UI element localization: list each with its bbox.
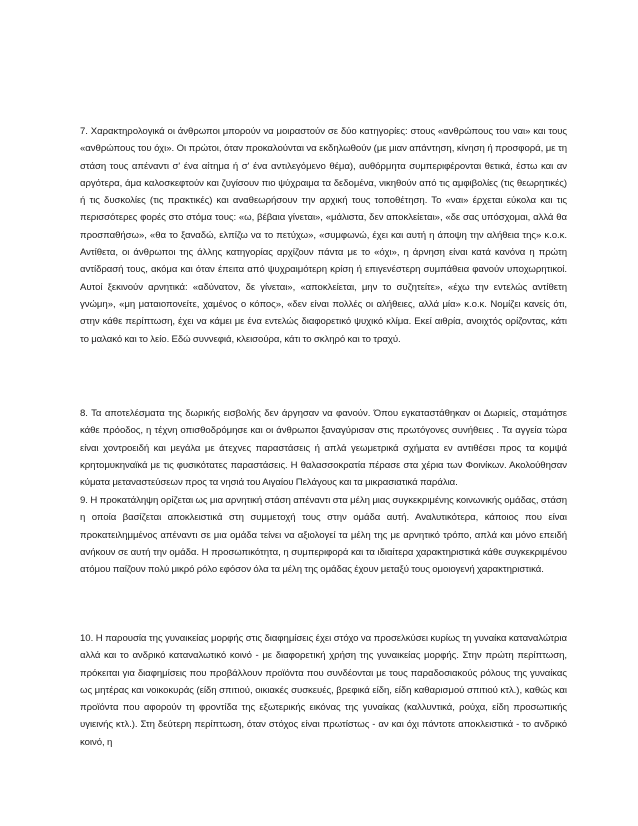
document-page	[80, 0, 567, 826]
paragraph-10: 10. Η παρουσία της γυναικείας μορφής στις διαφημίσεις έχει στόχο να προσελκύσει κυρίως τη γυναίκα καταναλώτρια αλλά και το ανδρικό καταναλωτικό κοινό - με διαφορετική χρήση της γυναικείας μορφής. Στην πρώτη περίπτωση, πρόκειται για διαφημίσεις που προβάλλουν προϊόντα που συνδέονται με τους παραδοσιακούς ρόλους της γυναίκας ως μητέρας και νοικοκυράς (είδη σπιτιού, οικιακές συσκευές, βρεφικά είδη, είδη καθαρισμού σπιτιού κτλ.), καθώς και προϊόντα που αφορούν τη φροντίδα της εξωτερικής εικόνας της γυναίκας (καλλυντικά, ρούχα, είδη προσωπικής υγιεινής κτλ.). Στη δεύτερη περίπτωση, όταν στόχος είναι πρωτίστως - αν και όχι πάντοτε αποκλειστικά - το ανδρικό κοινό, η	[80, 633, 567, 748]
paragraph-8: 8. Τα αποτελέσματα της δωρικής εισβολής δεν άργησαν να φανούν. Όπου εγκαταστάθηκαν οι Δωριείς, σταμάτησε κάθε πρόοδος, η τέχνη οπισθοδρόμησε και οι άνθρωποι ξαναγύρισαν στις πρωτόγονες συνήθειες . Τα αγγεία τώρα είναι χοντροειδή και μεγάλα με άτεχνες παραστάσεις ή απλά γεωμετρικά σχήματα εν αντιθέσει προς τα κομψά κρητομυκηναϊκά με τις φυσικότατες παραστάσεις. Η θαλασσοκρατία πέρασε στα χέρια των Φοινίκων. Ακολούθησαν κύματα μεταναστεύσεων προς τα νησιά του Αιγαίου Πελάγους και τα μικρασιατικά παράλια.	[80, 408, 567, 489]
paragraph-7: 7. Χαρακτηρολογικά οι άνθρωποι μπορούν να μοιραστούν σε δύο κατηγορίες: στους «ανθρώπους του ναι» και τους «ανθρώπους του όχι». Οι πρώτοι, όταν προκαλούνται να εκδηλωθούν (με μιαν απάντηση, κίνηση ή προσφορά, με τη στάση τους απέναντι σ' ένα αίτημα ή σ' ένα αντιλεγόμενο θέμα), αυθόρμητα συμπεριφέρονται θετικά, έστω και αν αργότερα, άμα καλοσκεφτούν και ζυγίσουν πιο ψύχραιμα τα δεδομένα, νικηθούν από τις αμφιβολίες (τις θεωρητικές) ή τις δυσκολίες (τις πρακτικές) και αναθεωρήσουν την αρχική τους τοποθέτηση. Το «ναι» έρχεται εύκολα και τις περισσότερες φορές στο στόμα τους: «ω, βέβαια γίνεται», «μάλιστα, δεν αποκλείεται», «δε σας υπόσχομαι, αλλά θα προσπαθήσω», «θα το ξαναδώ, ελπίζω να το πετύχω», «συμφωνώ, έχει και αυτή η άποψη την αλήθεια της» κ.ο.κ. Αντίθετα, οι άνθρωποι της άλλης κατηγορίας αρχίζουν πάντα με το «όχι», η άρνηση είναι κατά κανόνα η πρώτη αντίδρασή τους, ακόμα και όταν έπειτα από ψυχραιμότερη κρίση ή επιγενέστερη συμπάθεια φανούν υποχωρητικοί. Αυτοί ξεκινούν αρνητικά: «αδύνατον, δε γίνεται», «αποκλείεται, μην το συζητείτε», «έχω την εντελώς αντίθετη γνώμη», «μη ματαιοπονείτε, χαμένος ο κόπος», «δεν είναι πολλές οι αλήθειες, αλλά μία» κ.ο.κ. Νομίζει κανείς ότι, στην κάθε περίπτωση, έχει να κάμει με ένα εντελώς διαφορετικό ψυχικό κλίμα. Εκεί αιθρία, ανοιχτός ορίζοντας, κάτι το μαλακό και το λείο. Εδώ συννεφιά, κλεισούρα, κάτι το σκληρό και το τραχύ.	[80, 126, 567, 345]
paragraph-9: 9. Η προκατάληψη ορίζεται ως μια αρνητική στάση απέναντι στα μέλη μιας συγκεκριμένης κοινωνικής ομάδας, στάση η οποία βασίζεται αποκλειστικά στη συμμετοχή τους στην ομάδα αυτή. Αναλυτικότερα, κάποιος που είναι προκατειλημμένος απέναντι σε μια ομάδα τείνει να αξιολογεί τα μέλη της με αρνητικό τρόπο, απλά και μόνο επειδή ανήκουν σε αυτή την ομάδα. Η προσωπικότητα, η συμπεριφορά και τα ιδιαίτερα χαρακτηριστικά κάθε συγκεκριμένου ατόμου παίζουν πολύ μικρό ρόλο εφόσον όλα τα μέλη της ομάδας έχουν μεταξύ τους ομοιογενή χαρακτηριστικά.	[80, 495, 567, 576]
